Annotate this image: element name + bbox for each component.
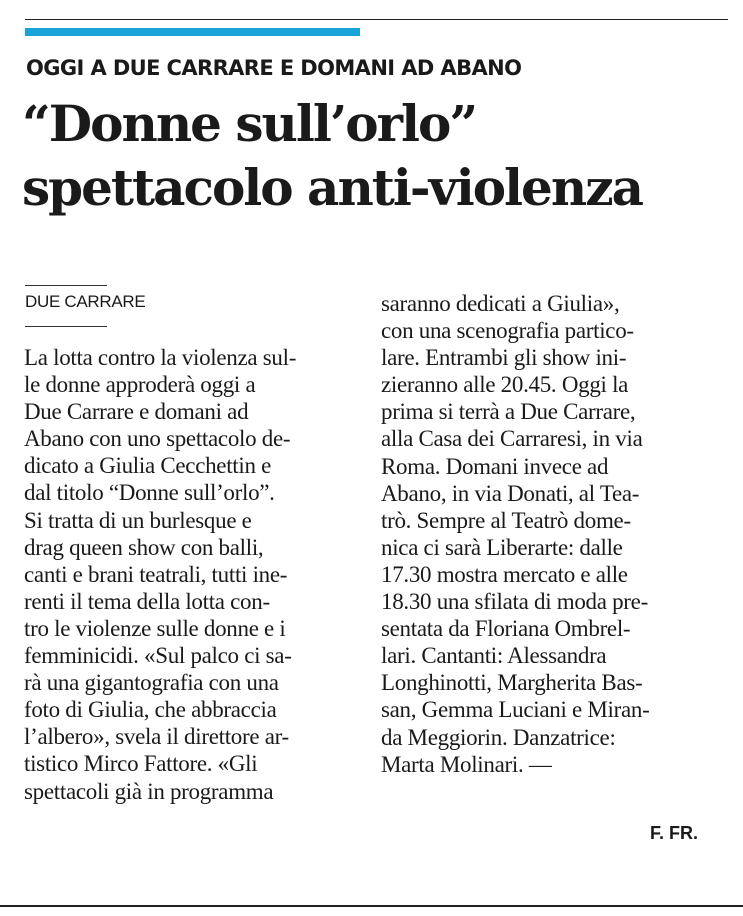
body-line: dal titolo “Donne sull’orlo”. — [24, 480, 275, 506]
body-line: 18.30 una sfilata di moda pre- — [381, 589, 648, 615]
body-line: nica ci sarà Liberarte: dalle — [381, 534, 623, 560]
body-line: Due Carrare e domani ad — [24, 399, 249, 425]
body-line: Si tratta di un burlesque e — [24, 507, 252, 533]
body-column-left — [24, 344, 342, 805]
body-line: lari. Cantanti: Alessandra — [381, 643, 607, 669]
body-line: zieranno alle 20.45. Oggi la — [381, 372, 629, 398]
location-label: DUE CARRARE — [25, 292, 146, 311]
body-line: spettacoli già in programma — [24, 778, 274, 804]
body-line: Abano, in via Donati, al Tea- — [381, 480, 640, 506]
body-line: tro le violenze sulle donne e i — [24, 615, 286, 641]
body-line: Marta Molinari. — — [381, 751, 552, 777]
body-line: renti il tema della lotta con- — [24, 588, 270, 614]
body-line: La lotta contro la violenza sul- — [24, 345, 297, 370]
top-rule — [25, 19, 728, 20]
body-line: sentata da Floriana Ombrel- — [381, 616, 631, 642]
body-line: Abano con uno spettacolo de- — [24, 426, 291, 452]
body-line: da Meggiorin. Danzatrice: — [381, 724, 616, 750]
body-line: l’albero», svela il direttore ar- — [24, 724, 289, 750]
body-line: femminicidi. «Sul palco ci sa- — [24, 643, 292, 669]
headline-line: “Donne sull’orlo” — [22, 94, 477, 153]
body-line: dicato a Giulia Cecchettin e — [24, 453, 272, 479]
body-line: Roma. Domani invece ad — [381, 453, 609, 479]
headline-line: spettacolo anti-violenza — [22, 158, 642, 217]
body-line: canti e brani teatrali, tutti ine- — [24, 561, 288, 587]
body-line: foto di Giulia, che abbraccia — [24, 697, 277, 723]
body-line: trò. Sempre al Teatrò dome- — [381, 507, 631, 533]
body-line: Longhinotti, Margherita Bas- — [381, 670, 643, 696]
headline — [22, 92, 722, 220]
body-line: rà una gigantografia con una — [24, 670, 279, 696]
location-rule-top — [25, 285, 107, 286]
body-line: alla Casa dei Carraresi, in via — [381, 426, 643, 452]
location-rule-bottom — [25, 326, 107, 327]
body-line: san, Gemma Luciani e Miran- — [381, 697, 650, 723]
body-line: le donne approderà oggi a — [24, 372, 256, 398]
bottom-rule — [0, 905, 743, 907]
body-line: 17.30 mostra mercato e alle — [381, 561, 628, 587]
body-line: con una scenografia partico- — [381, 318, 634, 344]
body-column-right — [381, 290, 701, 778]
body-line: drag queen show con balli, — [24, 534, 264, 560]
body-line: prima si terrà a Due Carrare, — [381, 399, 636, 425]
body-line: lare. Entrambi gli show ini- — [381, 345, 627, 371]
body-line: saranno dedicati a Giulia», — [381, 291, 620, 316]
kicker: OGGI A DUE CARRARE E DOMANI AD ABANO — [26, 56, 522, 80]
accent-bar — [25, 28, 360, 36]
body-line: tistico Mirco Fattore. «Gli — [24, 751, 258, 777]
author-signature: F. FR. — [650, 823, 698, 843]
